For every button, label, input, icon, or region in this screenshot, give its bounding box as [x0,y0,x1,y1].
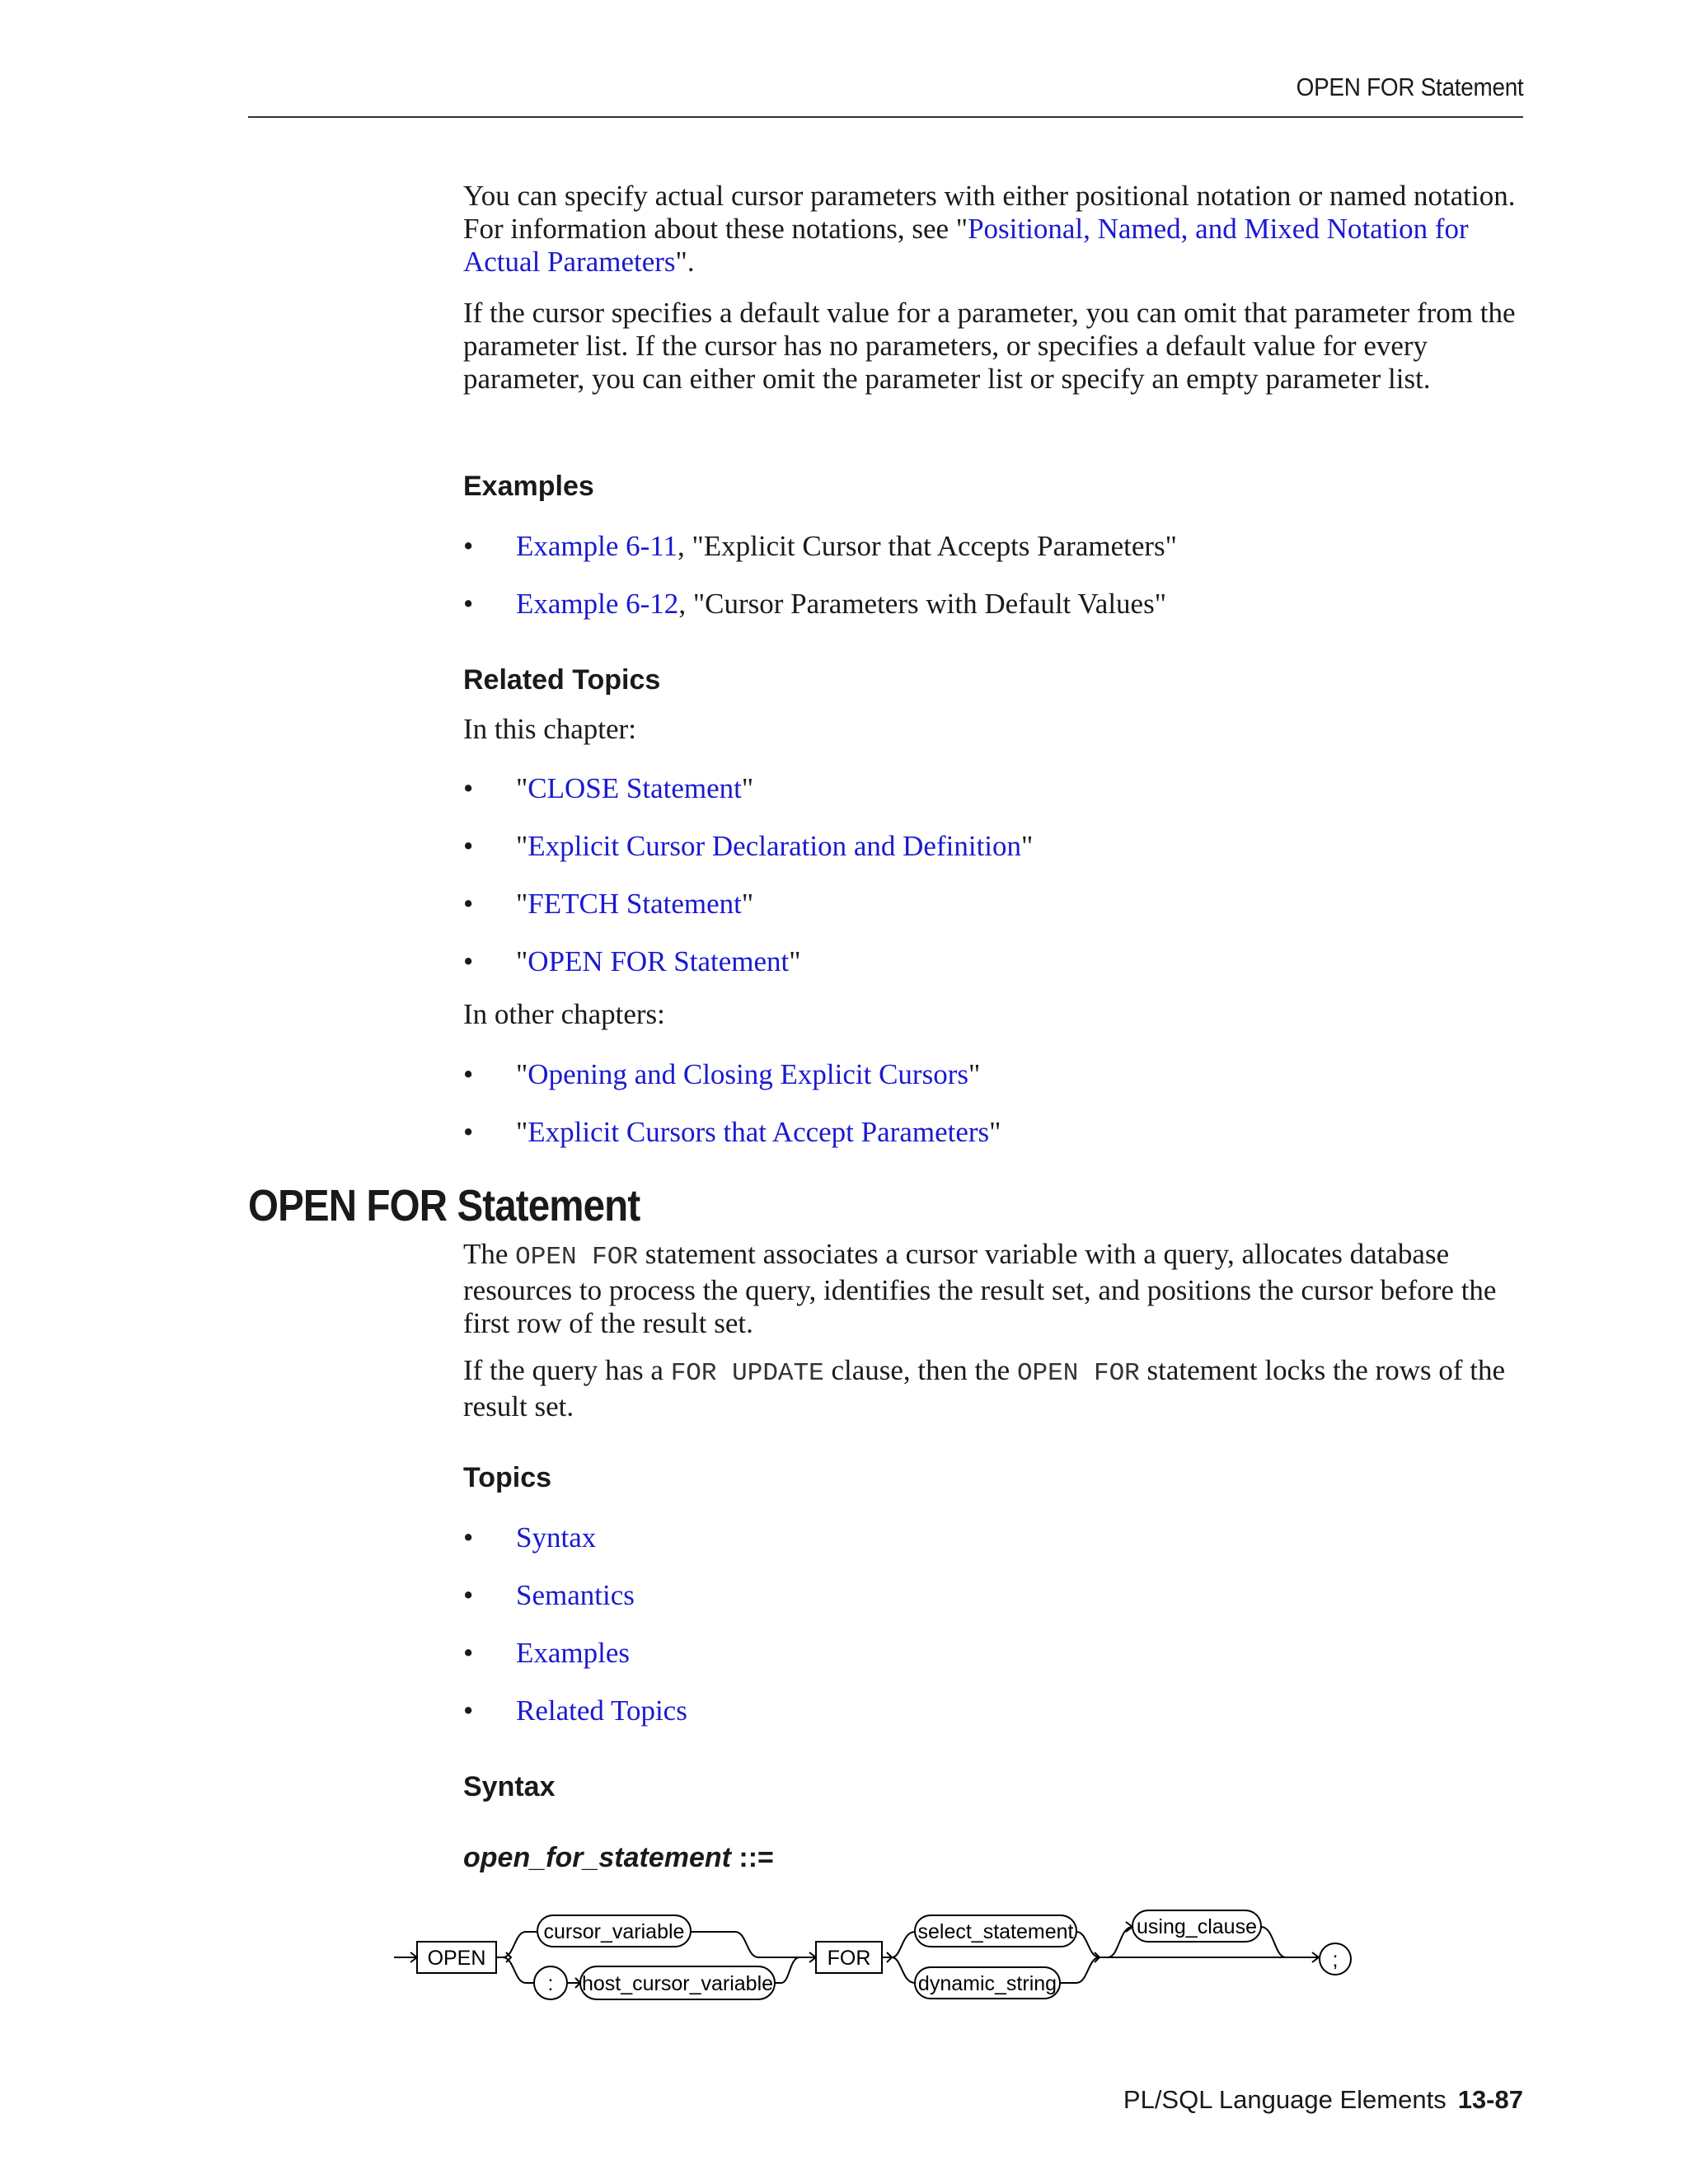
branch-line [892,1932,915,1957]
running-header: OPEN FOR Statement [1296,73,1523,101]
list-item [463,530,1177,563]
page-footer [1123,2085,1523,2115]
footer-book-title: PL/SQL Language Elements [1123,2085,1447,2114]
bullet-icon: • [463,888,474,920]
intro-text-end: ". [675,246,695,278]
list-item: • "OPEN FOR Statement" [463,945,801,977]
list-item [463,1694,687,1727]
list-item: • "Opening and Closing Explicit Cursors" [463,1058,981,1090]
link-semantics[interactable]: Semantics [516,1579,635,1611]
link-fetch-statement[interactable]: FETCH Statement [528,888,742,920]
syntax-diagram [387,1887,1401,2027]
bullet-icon: • [463,530,474,562]
section-title: OPEN FOR Statement [248,1181,640,1230]
header-divider [248,116,1523,118]
list-item-text: , "Explicit Cursor that Accepts Parameters" [678,530,1177,562]
section-paragraph-1 [463,1238,1526,1340]
bullet-icon: • [463,830,474,862]
branch-line [1108,1927,1132,1957]
intro-paragraph-2: If the cursor specifies a default value for a parameter, you can omit that parameter from the parameter list. If the cursor has no parameters, or specifies a default value for every parameter, you can either omit the parameter list or specify an empty parameter list. [463,297,1516,395]
link-cursors-accept-parameters[interactable]: Explicit Cursors that Accept Parameters [528,1116,990,1148]
list-item [463,1637,630,1670]
section-paragraph-2 [463,1354,1526,1423]
rule-name: open_for_statement [463,1842,731,1873]
examples-heading: Examples [463,471,594,502]
intro-text: You can specify actual cursor parameters with either positional notation or named notation. For information about these notations, see " [463,180,1516,245]
list-item: • "Explicit Cursors that Accept Parameters" [463,1116,1001,1148]
related-topics-heading: Related Topics [463,664,661,696]
code-for-update: FOR UPDATE [670,1359,824,1388]
link-open-for-statement[interactable]: OPEN FOR Statement [528,945,790,977]
bullet-icon: • [463,1637,474,1669]
code-open-for: OPEN FOR [1016,1359,1140,1388]
arrow-icon [506,1952,511,1962]
link-example-6-11[interactable]: Example 6-11 [516,530,678,562]
link-related-topics[interactable]: Related Topics [516,1694,687,1727]
host-cursor-variable-label: host_cursor_variable [581,1972,774,1995]
link-explicit-cursor-declaration[interactable]: Explicit Cursor Declaration and Definition [528,830,1022,862]
list-item-text: , "Cursor Parameters with Default Values" [678,588,1166,620]
open-keyword: OPEN [427,1947,486,1970]
using-clause-label: using_clause [1137,1915,1257,1938]
list-item [463,1579,635,1612]
list-item [463,588,1166,621]
link-close-statement[interactable]: CLOSE Statement [528,772,742,804]
bullet-icon: • [463,1521,474,1554]
merge-line [691,1932,758,1957]
link-syntax[interactable]: Syntax [516,1521,597,1554]
bullet-icon: • [463,1694,474,1727]
colon-label: : [547,1972,554,1995]
this-chapter-label: In this chapter: [463,713,636,745]
text: statement locks the rows of the result set. [463,1354,1506,1422]
text: If the query has a [463,1354,671,1386]
merge-line [1060,1957,1100,1983]
link-example-6-12[interactable]: Example 6-12 [516,588,679,620]
merge-line [1261,1927,1286,1957]
list-item: • "CLOSE Statement" [463,772,754,804]
list-item [463,1521,596,1554]
list-item: • "FETCH Statement" [463,888,754,920]
page-number: 13-87 [1457,2085,1523,2114]
cursor-variable-label: cursor_variable [543,1920,685,1943]
bullet-icon: • [463,1116,474,1148]
for-keyword: FOR [827,1947,871,1970]
bullet-icon: • [463,945,474,977]
link-examples[interactable]: Examples [516,1637,631,1669]
semicolon-label: ; [1332,1948,1339,1971]
code-open-for: OPEN FOR [515,1243,638,1272]
text: The [463,1238,516,1270]
list-item: • "Explicit Cursor Declaration and Definition" [463,830,1034,862]
text: clause, then the [823,1354,1017,1386]
select-statement-label: select_statement [917,1920,1074,1943]
syntax-rule-name [463,1842,774,1874]
link-positional-named-mixed[interactable]: Positional, Named, and Mixed Notation for Actual Parameters [463,213,1469,278]
bullet-icon: • [463,1058,474,1090]
bullet-icon: • [463,772,474,804]
other-chapters-label: In other chapters: [463,998,665,1030]
syntax-heading: Syntax [463,1771,556,1802]
dynamic-string-label: dynamic_string [917,1972,1057,1995]
rule-operator: ::= [730,1842,774,1873]
bullet-icon: • [463,588,474,620]
bullet-icon: • [463,1579,474,1611]
topics-heading: Topics [463,1462,552,1493]
text: statement associates a cursor variable with a query, allocates database resources to process the query, identifies the result set, and positions the cursor before the first row of the result set. [463,1238,1497,1339]
intro-paragraph-1 [463,180,1526,279]
link-opening-closing-cursors[interactable]: Opening and Closing Explicit Cursors [528,1058,968,1090]
merge-line [775,1957,799,1983]
branch-line [892,1957,915,1983]
